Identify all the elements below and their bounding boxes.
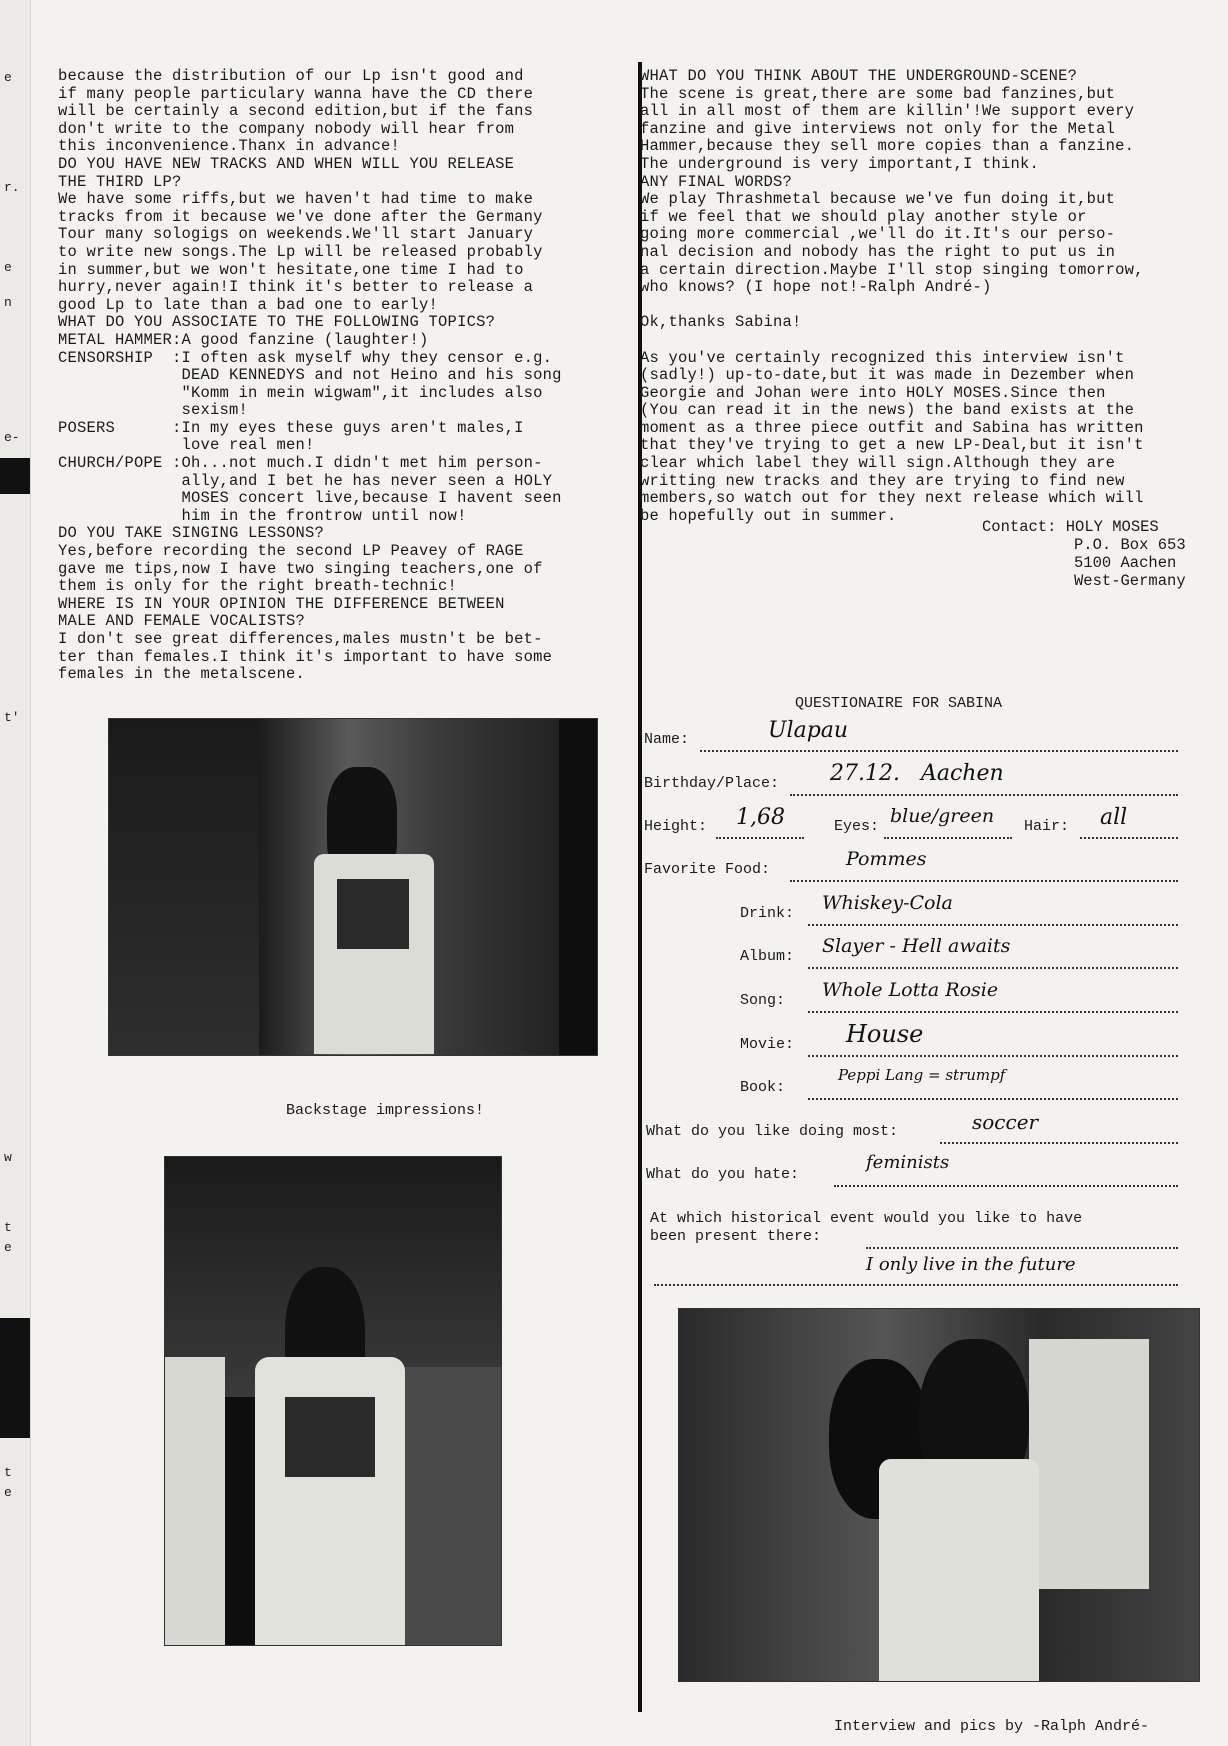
text-line: writting new tracks and they are trying to find new <box>640 471 1125 490</box>
contact-line1: P.O. Box 653 <box>1074 536 1186 554</box>
album-label: Album: <box>740 948 795 965</box>
text-line: hurry,never again!I think it's better to release a <box>58 278 534 297</box>
height-label: Height: <box>644 818 708 835</box>
text-line: We play Thrashmetal because we've fun doing it,but <box>640 190 1116 209</box>
eyes-label: Eyes: <box>834 818 880 835</box>
name-line <box>700 750 1178 752</box>
like-value: soccer <box>972 1110 1039 1134</box>
photo-backstage-3 <box>678 1308 1200 1682</box>
gutter-black-bar <box>0 458 30 494</box>
hair-label: Hair: <box>1024 818 1070 835</box>
song-line <box>808 1011 1178 1013</box>
text-line: METAL HAMMER:A good fanzine (laughter!) <box>58 330 429 349</box>
food-value: Pommes <box>846 848 927 870</box>
book-line <box>808 1098 1178 1100</box>
text-line: WHAT DO YOU ASSOCIATE TO THE FOLLOWING TOPICS? <box>58 313 496 332</box>
contact-line3: West-Germany <box>1074 572 1186 590</box>
text-line: MALE AND FEMALE VOCALISTS? <box>58 612 306 631</box>
text-line: Yes,before recording the second LP Peavey of RAGE <box>58 542 524 561</box>
text-line: CENSORSHIP :I often ask myself why they censor e.g. <box>58 348 553 367</box>
text-line: going more commercial ,we'll do it.It's our perso- <box>640 225 1116 244</box>
text-line: Hammer,because they sell more copies than a fanzine. <box>640 137 1135 156</box>
text-line: (You can read it in the news) the band exists at the <box>640 401 1135 420</box>
text-line: POSERS :In my eyes these guys aren't males,I <box>58 418 524 437</box>
eyes-value: blue/green <box>890 805 995 827</box>
text-line: "Komm in mein wigwam",it includes also <box>58 383 543 402</box>
text-line: WHERE IS IN YOUR OPINION THE DIFFERENCE BETWEEN <box>58 594 505 613</box>
text-line: will be certainly a second edition,but if the fans <box>58 102 534 121</box>
text-line: this inconvenience.Thanx in advance! <box>58 137 401 156</box>
like-line <box>940 1142 1178 1144</box>
text-line: him in the frontrow until now! <box>58 506 467 525</box>
drink-label: Drink: <box>740 905 795 922</box>
event-label-line2: been present there: <box>650 1228 822 1245</box>
hate-label: What do you hate: <box>646 1166 800 1183</box>
event-line-2 <box>654 1284 1178 1286</box>
text-line: if we feel that we should play another style or <box>640 207 1087 226</box>
gutter-glyph: n <box>4 295 12 310</box>
food-label: Favorite Food: <box>644 861 771 878</box>
text-line: DEAD KENNEDYS and not Heino and his song <box>58 366 562 385</box>
song-label: Song: <box>740 992 786 1009</box>
eyes-line <box>884 837 1012 839</box>
text-line: because the distribution of our Lp isn't good and <box>58 67 524 85</box>
gutter-glyph: t <box>4 1220 12 1235</box>
text-line: DO YOU HAVE NEW TRACKS AND WHEN WILL YOU RELEASE <box>58 154 515 173</box>
text-line: We have some riffs,but we haven't had time to make <box>58 190 534 209</box>
text-line: ANY FINAL WORDS? <box>640 172 793 191</box>
text-line: (sadly!) up-to-date,but it was made in Dezember when <box>640 366 1135 385</box>
text-line: MOSES concert live,because I havent seen <box>58 489 562 508</box>
text-line: be hopefully out in summer. <box>640 506 897 525</box>
gutter-glyph: t' <box>4 710 20 725</box>
text-line: in summer,but we won't hesitate,one time I had to <box>58 260 524 279</box>
text-line: As you've certainly recognized this interview isn't <box>640 348 1125 367</box>
text-line: Georgie and Johan were into HOLY MOSES.Since then <box>640 383 1106 402</box>
gutter-glyph: t <box>4 1465 12 1480</box>
album-value: Slayer - Hell awaits <box>822 935 1011 957</box>
contact-line2: 5100 Aachen <box>1074 554 1177 572</box>
text-line: them is only for the right breath-technic! <box>58 577 458 596</box>
drink-value: Whiskey-Cola <box>822 892 953 914</box>
text-line: members,so watch out for they next release which will <box>640 489 1144 508</box>
page-edge-gutter <box>0 0 31 1746</box>
movie-value: House <box>846 1020 924 1048</box>
text-line: DO YOU TAKE SINGING LESSONS? <box>58 524 325 543</box>
contact-label: Contact: HOLY MOSES <box>982 518 1159 536</box>
text-line: all in all most of them are killin'!We support every <box>640 102 1135 121</box>
birth-value: 27.12. Aachen <box>830 761 1004 786</box>
book-label: Book: <box>740 1079 786 1096</box>
hair-value: all <box>1100 805 1128 830</box>
text-line: clear which label they will sign.Although they are <box>640 454 1116 473</box>
contact-address <box>982 518 1186 590</box>
text-line: females in the metalscene. <box>58 665 306 684</box>
gutter-glyph: e- <box>4 430 20 445</box>
text-line: to write new songs.The Lp will be released probably <box>58 242 543 261</box>
text-line: if many people particulary wanna have the CD there <box>58 84 534 103</box>
text-line: who knows? (I hope not!-Ralph André-) <box>640 278 992 297</box>
name-label: Name: <box>644 731 690 748</box>
questionnaire-title: QUESTIONAIRE FOR SABINA <box>795 695 1003 712</box>
caption-backstage: Backstage impressions! <box>286 1102 485 1119</box>
text-line: Ok,thanks Sabina! <box>640 313 802 332</box>
gutter-glyph: e <box>4 260 12 275</box>
height-line <box>716 837 804 839</box>
song-value: Whole Lotta Rosie <box>822 979 999 1001</box>
text-line: moment as a three piece outfit and Sabina has written <box>640 418 1144 437</box>
gutter-glyph: w <box>4 1150 12 1165</box>
hair-line <box>1080 837 1178 839</box>
text-line: gave me tips,now I have two singing teachers,one of <box>58 559 543 578</box>
text-line: a certain direction.Maybe I'll stop singing tomorrow, <box>640 260 1144 279</box>
text-line: fanzine and give interviews not only for the Metal <box>640 119 1116 138</box>
movie-label: Movie: <box>740 1036 795 1053</box>
name-value: Ulapau <box>768 718 849 743</box>
text-line: tracks from it because we've done after the Germany <box>58 207 543 226</box>
birth-label: Birthday/Place: <box>644 775 780 792</box>
gutter-glyph: e <box>4 1240 12 1255</box>
food-line <box>790 880 1178 882</box>
event-value: I only live in the future <box>866 1254 1076 1275</box>
text-line: ter than females.I think it's important to have some <box>58 647 553 666</box>
movie-line <box>808 1055 1178 1057</box>
text-line: The underground is very important,I think. <box>640 154 1040 173</box>
text-line: WHAT DO YOU THINK ABOUT THE UNDERGROUND-SCENE? <box>640 67 1078 85</box>
birth-line <box>790 794 1178 796</box>
drink-line <box>808 924 1178 926</box>
gutter-glyph: e <box>4 1485 12 1500</box>
event-label-line1: At which historical event would you like to have <box>650 1210 1083 1227</box>
event-line-1 <box>866 1247 1178 1249</box>
text-line: don't write to the company nobody will hear from <box>58 119 515 138</box>
text-line: sexism! <box>58 401 249 420</box>
hate-line <box>834 1185 1178 1187</box>
text-line: that they've trying to get a new LP-Deal,but it isn't <box>640 436 1144 455</box>
photo-backstage-2 <box>164 1156 502 1646</box>
album-line <box>808 967 1178 969</box>
text-line: CHURCH/POPE :Oh...not much.I didn't met him person- <box>58 454 543 473</box>
text-line <box>640 297 1144 315</box>
gutter-photo-edge <box>0 1318 30 1438</box>
text-line: I don't see great differences,males mustn't be bet- <box>58 630 543 648</box>
text-line: love real men! <box>58 436 315 455</box>
text-line: nal decision and nobody has the right to put us in <box>640 242 1116 261</box>
text-line: good Lp to late than a bad one to early! <box>58 295 439 314</box>
text-line: ally,and I bet he has never seen a HOLY <box>58 471 553 490</box>
text-line: THE THIRD LP? <box>58 172 182 191</box>
gutter-glyph: e <box>4 70 12 85</box>
photo-backstage-1 <box>108 718 598 1056</box>
book-value: Peppi Lang = strumpf <box>838 1066 1006 1084</box>
text-line <box>640 332 1144 350</box>
text-line: The scene is great,there are some bad fanzines,but <box>640 84 1116 103</box>
text-line: Tour many sologigs on weekends.We'll start January <box>58 225 534 244</box>
interview-left-column <box>58 68 562 684</box>
height-value: 1,68 <box>736 805 785 830</box>
caption-credits: Interview and pics by -Ralph André- <box>834 1718 1150 1735</box>
interview-right-column <box>640 68 1144 525</box>
like-label: What do you like doing most: <box>646 1123 899 1140</box>
hate-value: feminists <box>866 1152 950 1173</box>
gutter-glyph: r. <box>4 180 20 195</box>
